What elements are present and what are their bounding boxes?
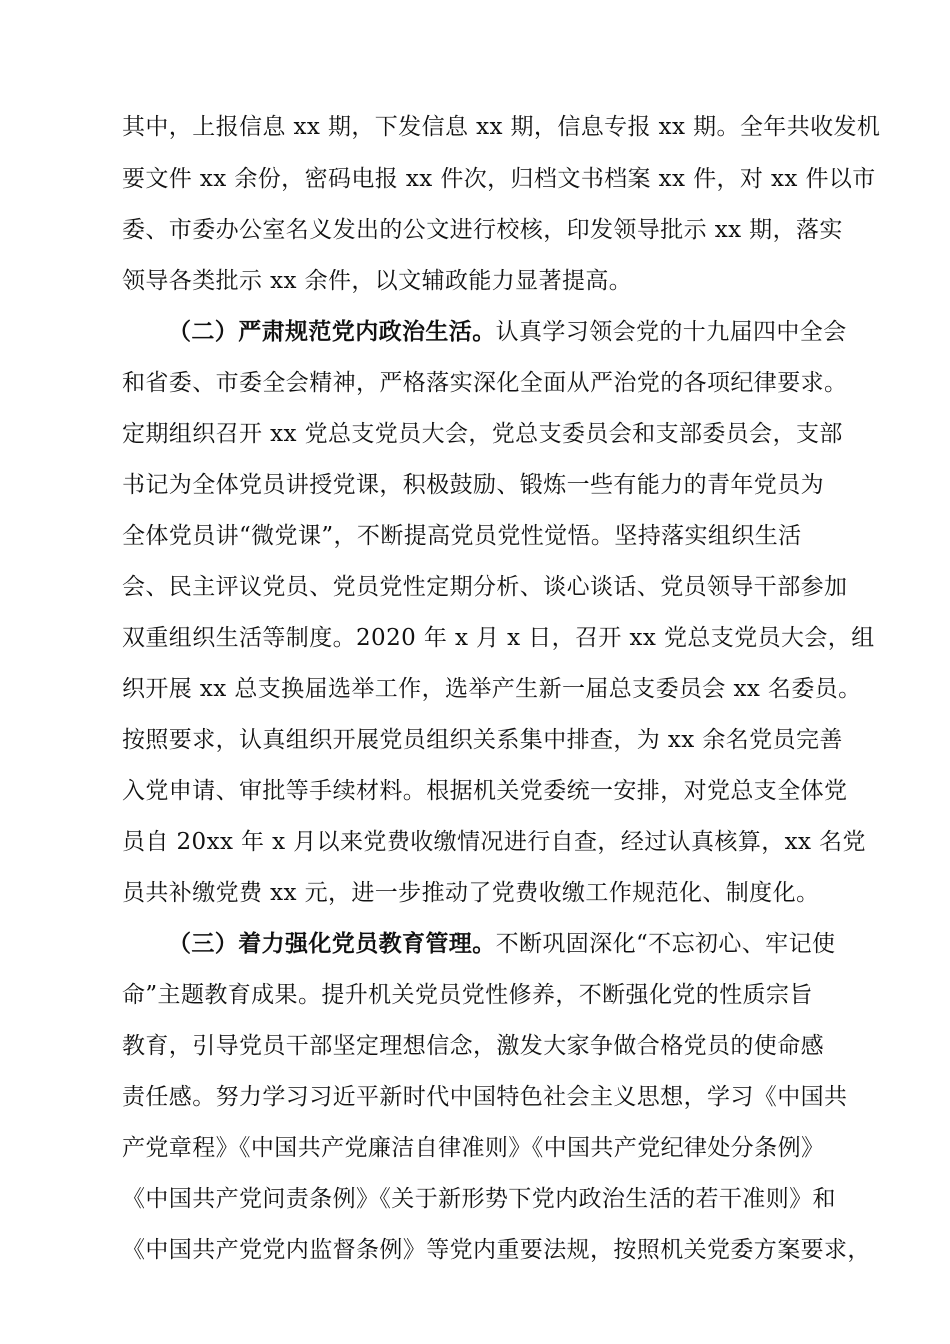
text-line: 按照要求，认真组织开展党员组织关系集中排查，为 xx 余名党员完善 (122, 727, 843, 753)
section-2-heading: （二）严肃规范党内政治生活。 (168, 318, 496, 345)
section-3-first-line (168, 929, 888, 959)
text-line: 全体党员讲“微党课”，不断提高党员党性觉悟。坚持落实组织生活 (122, 523, 802, 549)
text-line: 定期组织召开 xx 党总支党员大会，党总支委员会和支部委员会，支部 (122, 421, 843, 447)
text-run: 不断巩固深化“不忘初心、牢记使 (495, 931, 836, 957)
text-line: 产党章程》《中国共产党廉洁自律准则》《中国共产党纪律处分条例》 (122, 1135, 825, 1161)
text-line: 双重组织生活等制度。2020 年 x 月 x 日，召开 xx 党总支党员大会，组 (122, 625, 875, 651)
section-3-heading: （三）着力强化党员教育管理。 (168, 930, 496, 957)
text-line: 委、市委办公室名义发出的公文进行校核，印发领导批示 xx 期，落实 (122, 217, 843, 243)
text-line: 教育，引导党员干部坚定理想信念，激发大家争做合格党员的使命感 (122, 1033, 824, 1059)
text-line: 书记为全体党员讲授党课，积极鼓励、锻炼一些有能力的青年党员为 (122, 472, 824, 498)
text-run: 认真学习领会党的十九届四中全会 (495, 319, 847, 345)
text-line: 其中，上报信息 xx 期，下发信息 xx 期，信息专报 xx 期。全年共收发机 (122, 114, 881, 140)
text-line: 会、民主评议党员、党员党性定期分析、谈心谈话、党员领导干部参加 (122, 574, 848, 600)
text-line: 《中国共产党问责条例》《关于新形势下党内政治生活的若干准则》和 (122, 1186, 836, 1212)
text-line: 要文件 xx 余份，密码电报 xx 件次，归档文书档案 xx 件，对 xx 件以市 (122, 166, 876, 192)
text-line: 和省委、市委全会精神，严格落实深化全面从严治党的各项纪律要求。 (122, 370, 848, 396)
text-line: 领导各类批示 xx 余件，以文辅政能力显著提高。 (122, 268, 633, 294)
text-line: 入党申请、审批等手续材料。根据机关党委统一安排，对党总支全体党 (122, 778, 848, 804)
text-line: 员共补缴党费 xx 元，进一步推动了党费收缴工作规范化、制度化。 (122, 880, 820, 906)
text-line: 命”主题教育成果。提升机关党员党性修养，不断强化党的性质宗旨 (122, 982, 813, 1008)
text-line: 员自 20xx 年 x 月以来党费收缴情况进行自查，经过认真核算，xx 名党 (122, 829, 866, 855)
section-2-first-line (168, 317, 888, 347)
text-line: 《中国共产党党内监督条例》等党内重要法规，按照机关党委方案要求， (122, 1237, 871, 1263)
text-line: 责任感。努力学习习近平新时代中国特色社会主义思想，学习《中国共 (122, 1084, 848, 1110)
text-line: 织开展 xx 总支换届选举工作，选举产生新一届总支委员会 xx 名委员。 (122, 676, 862, 702)
